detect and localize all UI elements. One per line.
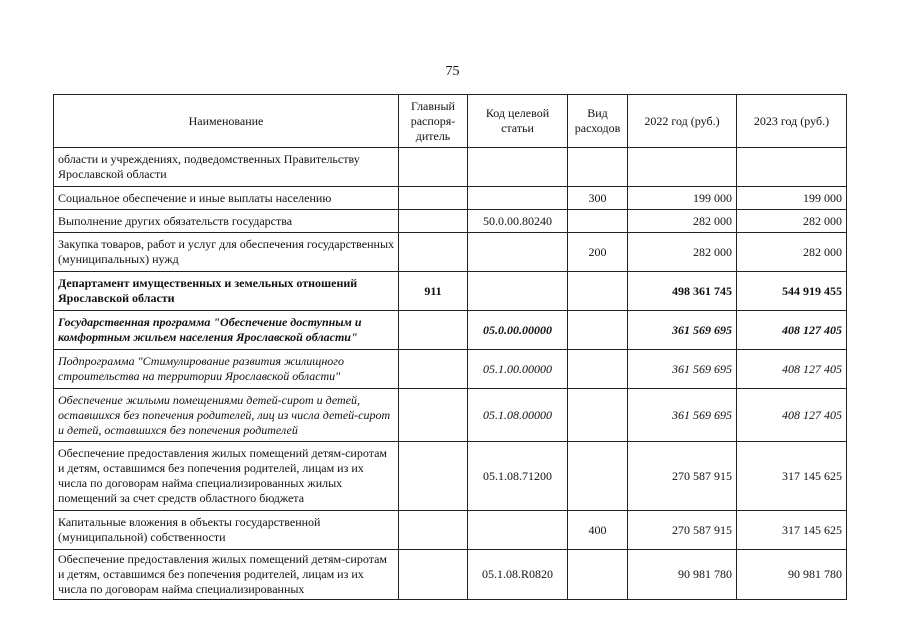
table-row: [54, 389, 847, 442]
cell-manager: [399, 442, 468, 511]
table-header-row: [54, 95, 847, 148]
cell-manager: [399, 550, 468, 600]
cell-code: 05.1.00.00000: [468, 350, 568, 389]
cell-name: Подпрограмма "Стимулирование развития жилищного строительства на территории Ярославской области": [54, 350, 399, 389]
table-row: [54, 272, 847, 311]
cell-manager: [399, 210, 468, 233]
table-row: [54, 511, 847, 550]
cell-manager: [399, 311, 468, 350]
header-year-2022: 2022 год (руб.): [628, 95, 737, 148]
cell-manager: [399, 148, 468, 187]
cell-2023: 282 000: [737, 233, 847, 272]
cell-name: Закупка товаров, работ и услуг для обеспечения государственных (муниципальных) нужд: [54, 233, 399, 272]
cell-2022: [628, 148, 737, 187]
cell-manager: [399, 389, 468, 442]
cell-2023: [737, 148, 847, 187]
cell-type: [568, 272, 628, 311]
cell-2022: 361 569 695: [628, 389, 737, 442]
cell-type: [568, 389, 628, 442]
cell-2023: 544 919 455: [737, 272, 847, 311]
table-row: [54, 210, 847, 233]
header-manager: Главный распоря-дитель: [399, 95, 468, 148]
cell-2023: 408 127 405: [737, 311, 847, 350]
cell-code: 05.0.00.00000: [468, 311, 568, 350]
cell-name: Обеспечение жилыми помещениями детей-сирот и детей, оставшихся без попечения родителей, лиц из числа детей-сирот и детей, оставшихся без попечения родителей: [54, 389, 399, 442]
table-row: [54, 148, 847, 187]
cell-code: [468, 511, 568, 550]
cell-code: 50.0.00.80240: [468, 210, 568, 233]
budget-table: [53, 94, 847, 600]
cell-code: [468, 187, 568, 210]
cell-2023: 199 000: [737, 187, 847, 210]
cell-manager: [399, 511, 468, 550]
cell-name: Социальное обеспечение и иные выплаты населению: [54, 187, 399, 210]
table-row: [54, 233, 847, 272]
cell-2023: 408 127 405: [737, 389, 847, 442]
header-name: Наименование: [54, 95, 399, 148]
cell-type: 400: [568, 511, 628, 550]
cell-name: Обеспечение предоставления жилых помещений детям-сиротам и детям, оставшимся без попечения родителей, лицам из их числа по договорам найма специализированных жилых помещений за счет средств областного бюджета: [54, 442, 399, 511]
cell-code: 05.1.08.71200: [468, 442, 568, 511]
cell-name: Обеспечение предоставления жилых помещений детям-сиротам и детям, оставшимся без попечения родителей, лицам из их числа по договорам найма специализированных: [54, 550, 399, 600]
cell-type: [568, 210, 628, 233]
cell-type: 300: [568, 187, 628, 210]
cell-code: 05.1.08.R0820: [468, 550, 568, 600]
cell-2022: 361 569 695: [628, 311, 737, 350]
cell-code: 05.1.08.00000: [468, 389, 568, 442]
cell-type: [568, 350, 628, 389]
cell-manager: [399, 350, 468, 389]
cell-2023: 90 981 780: [737, 550, 847, 600]
cell-2022: 270 587 915: [628, 511, 737, 550]
cell-2022: 361 569 695: [628, 350, 737, 389]
page-number: 75: [445, 64, 460, 79]
header-expense-type: Вид расходов: [568, 95, 628, 148]
cell-2022: 282 000: [628, 233, 737, 272]
cell-2022: 90 981 780: [628, 550, 737, 600]
cell-type: [568, 442, 628, 511]
cell-code: [468, 272, 568, 311]
table-row: [54, 187, 847, 210]
cell-2023: 317 145 625: [737, 511, 847, 550]
cell-2022: 498 361 745: [628, 272, 737, 311]
header-target-code: Код целевой статьи: [468, 95, 568, 148]
cell-2023: 317 145 625: [737, 442, 847, 511]
table-row: [54, 350, 847, 389]
cell-manager: [399, 187, 468, 210]
cell-name: Государственная программа "Обеспечение доступным и комфортным жильем населения Ярославской области": [54, 311, 399, 350]
cell-type: [568, 550, 628, 600]
cell-code: [468, 233, 568, 272]
cell-2022: 199 000: [628, 187, 737, 210]
table-row: [54, 442, 847, 511]
cell-name: Выполнение других обязательств государства: [54, 210, 399, 233]
cell-2022: 270 587 915: [628, 442, 737, 511]
table-row: [54, 311, 847, 350]
cell-2023: 408 127 405: [737, 350, 847, 389]
cell-name: области и учреждениях, подведомственных Правительству Ярославской области: [54, 148, 399, 187]
cell-2022: 282 000: [628, 210, 737, 233]
cell-name: Капитальные вложения в объекты государственной (муниципальной) собственности: [54, 511, 399, 550]
cell-manager: 911: [399, 272, 468, 311]
table-row: [54, 550, 847, 600]
header-year-2023: 2023 год (руб.): [737, 95, 847, 148]
cell-2023: 282 000: [737, 210, 847, 233]
cell-name: Департамент имущественных и земельных отношений Ярославской области: [54, 272, 399, 311]
cell-type: [568, 148, 628, 187]
cell-code: [468, 148, 568, 187]
cell-manager: [399, 233, 468, 272]
cell-type: 200: [568, 233, 628, 272]
cell-type: [568, 311, 628, 350]
